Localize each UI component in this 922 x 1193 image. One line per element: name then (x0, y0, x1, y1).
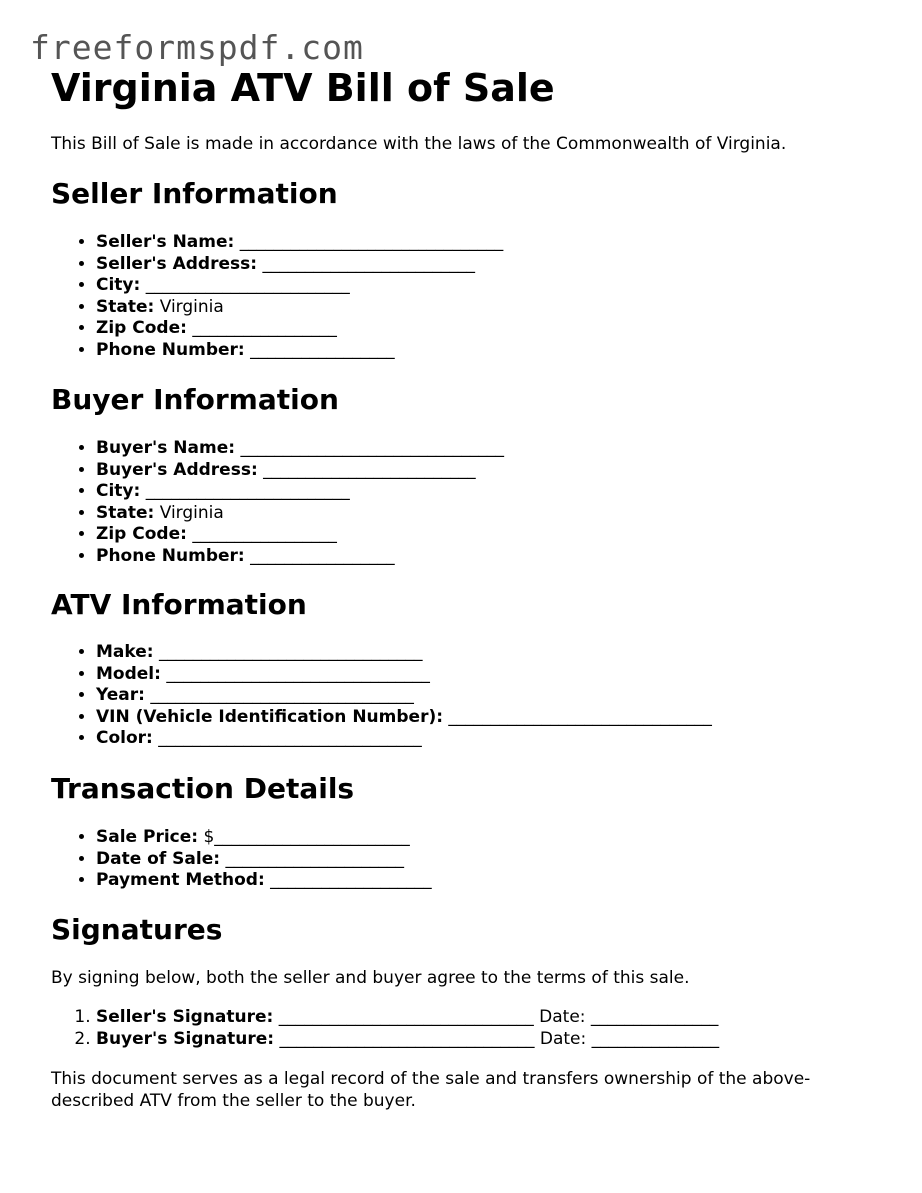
atv-make-item (96, 642, 712, 664)
buyer-city-item (96, 481, 504, 503)
seller-name-label: Seller's Name: (96, 232, 235, 252)
atv-vin-item (96, 707, 712, 729)
buyer-phone-field[interactable]: _________________ (250, 545, 395, 566)
atv-vin-field[interactable]: _______________________________ (448, 706, 712, 727)
transaction-list (51, 827, 432, 892)
seller-state-label: State: (96, 296, 155, 317)
signatures-heading: Signatures (51, 913, 223, 946)
buyer-list (51, 438, 504, 567)
seller-phone-item (96, 340, 503, 362)
watermark: freeformspdf.com (30, 28, 364, 67)
seller-signature-label: Seller's Signature: (96, 1007, 274, 1027)
atv-year-label: Year: (96, 685, 145, 705)
seller-heading: Seller Information (51, 177, 338, 210)
seller-address-label: Seller's Address: (96, 253, 258, 274)
atv-year-item (96, 685, 712, 707)
buyer-name-field[interactable]: _______________________________ (240, 438, 504, 458)
buyer-name-label: Buyer's Name: (96, 438, 236, 458)
atv-year-field[interactable]: _______________________________ (150, 685, 414, 705)
buyer-city-label: City: (96, 481, 141, 501)
seller-zip-field[interactable]: _________________ (192, 318, 337, 338)
seller-zip-item (96, 318, 503, 340)
sale-date-item (96, 849, 432, 871)
atv-model-item (96, 664, 712, 686)
buyer-address-item (96, 460, 504, 482)
seller-phone-label: Phone Number: (96, 339, 245, 360)
seller-list (51, 232, 503, 361)
seller-signature-item (96, 1007, 719, 1029)
sale-date-field[interactable]: _____________________ (225, 848, 404, 869)
buyer-signature-field[interactable]: ______________________________ Date: _______________ (279, 1028, 720, 1049)
seller-zip-label: Zip Code: (96, 318, 187, 338)
closing-text: This document serves as a legal record of the sale and transfers ownership of the above-described ATV from the seller to the buyer. (51, 1069, 811, 1111)
sale-price-item (96, 827, 432, 849)
buyer-zip-item (96, 524, 504, 546)
buyer-address-field[interactable]: _________________________ (263, 459, 476, 480)
atv-list (51, 642, 712, 750)
seller-state-item (96, 297, 503, 319)
seller-address-item (96, 254, 503, 276)
seller-city-field[interactable]: ________________________ (145, 275, 350, 295)
buyer-heading: Buyer Information (51, 383, 339, 416)
seller-city-item (96, 275, 503, 297)
seller-state-value: Virginia (159, 296, 224, 317)
atv-make-label: Make: (96, 642, 154, 662)
seller-name-field[interactable]: _______________________________ (239, 232, 504, 252)
buyer-name-item (96, 438, 504, 460)
seller-address-field[interactable]: _________________________ (262, 253, 475, 274)
payment-method-field[interactable]: ___________________ (270, 870, 432, 890)
sale-price-field[interactable]: $_______________________ (203, 827, 410, 847)
sale-date-label: Date of Sale: (96, 848, 221, 869)
atv-color-label: Color: (96, 728, 153, 748)
signatures-text: By signing below, both the seller and buyer agree to the terms of this sale. (51, 968, 690, 988)
page-title: Virginia ATV Bill of Sale (51, 66, 555, 110)
seller-name-item (96, 232, 503, 254)
buyer-city-field[interactable]: ________________________ (145, 481, 350, 501)
signatures-list (51, 1007, 719, 1050)
transaction-heading: Transaction Details (51, 772, 355, 805)
buyer-signature-item (96, 1029, 719, 1051)
buyer-state-item (96, 503, 504, 525)
buyer-signature-label: Buyer's Signature: (96, 1028, 275, 1049)
seller-phone-field[interactable]: _________________ (250, 339, 395, 360)
atv-color-field[interactable]: _______________________________ (158, 728, 422, 748)
atv-vin-label: VIN (Vehicle Identification Number): (96, 706, 444, 727)
seller-signature-field[interactable]: ______________________________ Date: _______________ (278, 1007, 719, 1027)
atv-model-field[interactable]: _______________________________ (166, 663, 430, 684)
payment-method-label: Payment Method: (96, 870, 265, 890)
sale-price-label: Sale Price: (96, 827, 199, 847)
buyer-address-label: Buyer's Address: (96, 459, 258, 480)
atv-heading: ATV Information (51, 588, 307, 621)
buyer-phone-label: Phone Number: (96, 545, 245, 566)
intro-text: This Bill of Sale is made in accordance with the laws of the Commonwealth of Virginia. (51, 134, 787, 154)
buyer-phone-item (96, 546, 504, 568)
atv-make-field[interactable]: _______________________________ (158, 642, 423, 662)
atv-color-item (96, 728, 712, 750)
atv-model-label: Model: (96, 663, 161, 684)
buyer-zip-label: Zip Code: (96, 524, 187, 544)
payment-method-item (96, 870, 432, 892)
buyer-state-value: Virginia (159, 502, 224, 523)
buyer-state-label: State: (96, 502, 155, 523)
buyer-zip-field[interactable]: _________________ (192, 524, 337, 544)
seller-city-label: City: (96, 275, 141, 295)
